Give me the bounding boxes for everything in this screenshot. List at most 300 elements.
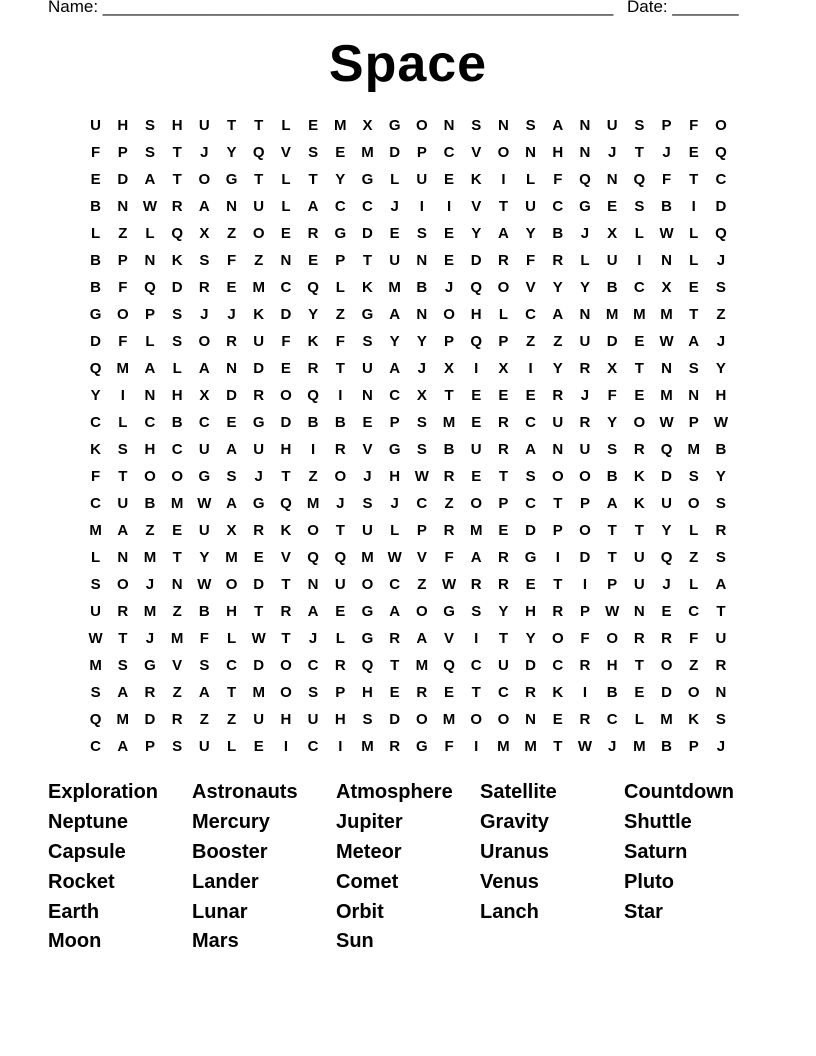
grid-letter: Z bbox=[145, 522, 155, 539]
grid-row bbox=[82, 436, 742, 463]
grid-letter: T bbox=[553, 576, 563, 593]
grid-letter: U bbox=[579, 333, 591, 350]
grid-letter: Q bbox=[443, 657, 455, 674]
word-list-item: Meteor bbox=[336, 840, 402, 863]
grid-letter: P bbox=[579, 495, 590, 512]
grid-letter: I bbox=[474, 630, 479, 647]
grid-letter: H bbox=[525, 603, 537, 620]
grid-letter: E bbox=[226, 414, 237, 431]
word-list-item: Star bbox=[624, 900, 663, 923]
grid-letter: G bbox=[198, 468, 211, 485]
grid-letter: V bbox=[444, 630, 455, 647]
grid-letter: G bbox=[443, 603, 455, 620]
grid-letter: R bbox=[715, 522, 727, 539]
word-list-row bbox=[48, 867, 768, 897]
grid-letter: F bbox=[607, 387, 617, 404]
word-list-item: Pluto bbox=[624, 870, 674, 893]
grid-letter: H bbox=[226, 603, 237, 620]
word-list-item: Atmosphere bbox=[336, 781, 453, 804]
grid-letter: I bbox=[338, 738, 343, 755]
grid-letter: O bbox=[470, 495, 483, 512]
grid-letter: E bbox=[634, 387, 645, 404]
grid-letter: D bbox=[525, 657, 537, 674]
grid-letter: L bbox=[526, 171, 536, 188]
grid-letter: X bbox=[607, 225, 618, 242]
grid-letter: S bbox=[634, 117, 645, 134]
grid-letter: O bbox=[551, 468, 564, 485]
grid-letter: N bbox=[117, 198, 129, 215]
grid-letter: E bbox=[280, 225, 291, 242]
grid-letter: A bbox=[525, 441, 537, 458]
grid-letter: C bbox=[198, 414, 210, 431]
grid-letter: S bbox=[715, 549, 726, 566]
grid-letter: S bbox=[117, 441, 128, 458]
grid-row bbox=[82, 490, 742, 517]
grid-letter: Q bbox=[307, 387, 319, 404]
grid-letter: E bbox=[661, 603, 672, 620]
grid-letter: G bbox=[361, 603, 374, 620]
grid-letter: L bbox=[281, 117, 291, 134]
grid-letter: D bbox=[253, 360, 265, 377]
grid-letter: Q bbox=[89, 711, 102, 728]
grid-letter: O bbox=[280, 657, 292, 674]
grid-letter: L bbox=[390, 171, 400, 188]
grid-row bbox=[82, 328, 742, 355]
grid-letter: D bbox=[253, 576, 265, 593]
grid-letter: A bbox=[226, 495, 237, 512]
grid-letter: T bbox=[281, 630, 291, 647]
grid-letter: C bbox=[688, 603, 700, 620]
grid-letter: D bbox=[389, 144, 401, 161]
grid-letter: C bbox=[389, 576, 401, 593]
grid-letter: F bbox=[526, 252, 536, 269]
grid-letter: D bbox=[117, 171, 129, 188]
grid-letter: G bbox=[225, 171, 238, 188]
grid-letter: J bbox=[580, 387, 590, 404]
word-list-item: Jupiter bbox=[336, 811, 403, 834]
grid-letter: R bbox=[552, 252, 564, 269]
grid-letter: F bbox=[444, 549, 454, 566]
word-list-row bbox=[48, 808, 768, 838]
grid-letter: X bbox=[416, 387, 427, 404]
grid-letter: C bbox=[525, 414, 537, 431]
grid-letter: D bbox=[144, 711, 156, 728]
grid-letter: S bbox=[416, 414, 427, 431]
word-list-item: Mercury bbox=[192, 811, 270, 834]
grid-letter: L bbox=[689, 576, 699, 593]
grid-letter: W bbox=[387, 549, 402, 566]
grid-letter: Y bbox=[661, 522, 672, 539]
grid-letter: N bbox=[362, 387, 373, 404]
grid-letter: M bbox=[306, 495, 320, 512]
grid-letter: D bbox=[525, 522, 537, 539]
grid-letter: H bbox=[470, 306, 482, 323]
grid-letter: C bbox=[171, 441, 183, 458]
grid-letter: L bbox=[145, 333, 155, 350]
grid-letter: D bbox=[280, 414, 292, 431]
grid-letter: M bbox=[361, 144, 374, 161]
grid-letter: J bbox=[607, 144, 617, 161]
grid-letter: R bbox=[198, 279, 210, 296]
grid-letter: M bbox=[633, 306, 646, 323]
grid-letter: A bbox=[117, 684, 129, 701]
grid-letter: T bbox=[553, 495, 563, 512]
grid-letter: T bbox=[498, 198, 508, 215]
word-list-item: Earth bbox=[48, 900, 100, 923]
grid-letter: S bbox=[362, 711, 373, 728]
grid-letter: G bbox=[89, 306, 102, 323]
word-list-item: Neptune bbox=[48, 811, 128, 834]
grid-letter: E bbox=[634, 333, 645, 350]
grid-letter: R bbox=[552, 387, 564, 404]
grid-letter: H bbox=[715, 387, 727, 404]
grid-letter: Q bbox=[470, 333, 483, 350]
grid-letter: U bbox=[198, 117, 210, 134]
grid-letter: B bbox=[198, 603, 210, 620]
grid-letter: E bbox=[498, 522, 509, 539]
grid-letter: N bbox=[633, 603, 645, 620]
grid-letter: E bbox=[389, 225, 400, 242]
grid-letter: T bbox=[362, 252, 373, 269]
grid-letter: J bbox=[716, 252, 726, 269]
grid-letter: M bbox=[252, 684, 265, 701]
word-list-row bbox=[48, 838, 768, 868]
grid-letter: A bbox=[117, 738, 129, 755]
grid-letter: U bbox=[198, 738, 210, 755]
grid-letter: J bbox=[662, 576, 671, 593]
grid-letter: B bbox=[334, 414, 346, 431]
grid-letter: R bbox=[144, 684, 156, 701]
grid-letter: R bbox=[443, 522, 455, 539]
grid-letter: I bbox=[501, 171, 506, 188]
grid-letter: Y bbox=[416, 333, 427, 350]
grid-letter: N bbox=[525, 711, 537, 728]
grid-letter: R bbox=[579, 414, 591, 431]
grid-letter: A bbox=[307, 198, 319, 215]
grid-letter: R bbox=[497, 414, 509, 431]
grid-letter: K bbox=[90, 441, 102, 458]
grid-letter: M bbox=[442, 414, 456, 431]
grid-letter: Y bbox=[525, 630, 536, 647]
grid-letter: C bbox=[525, 306, 537, 323]
grid-letter: J bbox=[308, 630, 318, 647]
grid-letter: Z bbox=[172, 603, 182, 620]
grid-row bbox=[82, 193, 742, 220]
grid-letter: W bbox=[414, 468, 429, 485]
grid-letter: M bbox=[334, 117, 347, 134]
grid-letter: C bbox=[525, 495, 537, 512]
grid-letter: O bbox=[361, 576, 374, 593]
grid-letter: R bbox=[253, 387, 265, 404]
grid-letter: S bbox=[688, 468, 699, 485]
grid-letter: A bbox=[198, 360, 210, 377]
grid-letter: S bbox=[525, 468, 536, 485]
grid-letter: O bbox=[416, 603, 428, 620]
grid-letter: R bbox=[307, 225, 319, 242]
grid-letter: L bbox=[145, 225, 155, 242]
grid-letter: E bbox=[444, 252, 455, 269]
grid-letter: J bbox=[363, 468, 372, 485]
grid-letter: X bbox=[444, 360, 455, 377]
grid-letter: M bbox=[116, 360, 130, 377]
grid-letter: M bbox=[524, 738, 537, 755]
grid-letter: S bbox=[90, 576, 101, 593]
grid-letter: Z bbox=[444, 495, 454, 512]
grid-letter: Y bbox=[715, 468, 726, 485]
grid-letter: F bbox=[118, 333, 128, 350]
grid-letter: E bbox=[226, 279, 237, 296]
grid-letter: F bbox=[91, 144, 101, 161]
grid-letter: I bbox=[474, 738, 479, 755]
grid-letter: S bbox=[607, 441, 618, 458]
grid-letter: R bbox=[633, 630, 645, 647]
grid-letter: L bbox=[281, 198, 291, 215]
grid-letter: K bbox=[633, 495, 645, 512]
grid-letter: W bbox=[659, 414, 674, 431]
grid-letter: R bbox=[226, 333, 237, 350]
grid-letter: H bbox=[171, 387, 183, 404]
grid-letter: H bbox=[144, 441, 156, 458]
grid-letter: R bbox=[497, 441, 509, 458]
grid-letter: E bbox=[253, 549, 264, 566]
grid-letter: P bbox=[416, 144, 427, 161]
grid-letter: C bbox=[633, 279, 645, 296]
grid-letter: E bbox=[471, 468, 482, 485]
grid-letter: H bbox=[280, 711, 292, 728]
grid-letter: D bbox=[661, 684, 672, 701]
word-list-row bbox=[48, 897, 768, 927]
grid-letter: E bbox=[280, 360, 291, 377]
word-list-item: Lunar bbox=[192, 900, 248, 923]
grid-letter: V bbox=[280, 549, 291, 566]
grid-letter: R bbox=[253, 522, 265, 539]
grid-row bbox=[82, 247, 742, 274]
grid-letter: L bbox=[281, 171, 291, 188]
grid-letter: G bbox=[144, 657, 156, 674]
grid-letter: X bbox=[199, 225, 210, 242]
name-field[interactable]: Name: ______________________________________________________ bbox=[48, 0, 614, 16]
grid-letter: O bbox=[252, 225, 265, 242]
grid-letter: N bbox=[416, 306, 428, 323]
grid-letter: T bbox=[226, 684, 237, 701]
grid-letter: D bbox=[90, 333, 102, 350]
grid-letter: Z bbox=[199, 711, 209, 728]
grid-letter: M bbox=[605, 306, 619, 323]
grid-letter: K bbox=[552, 684, 564, 701]
grid-letter: U bbox=[497, 657, 509, 674]
grid-letter: R bbox=[334, 657, 346, 674]
grid-letter: O bbox=[144, 468, 156, 485]
grid-letter: V bbox=[471, 144, 482, 161]
grid-letter: B bbox=[171, 414, 183, 431]
word-list bbox=[48, 778, 768, 957]
grid-letter: G bbox=[416, 738, 428, 755]
grid-letter: J bbox=[227, 306, 236, 323]
grid-letter: S bbox=[715, 711, 726, 728]
grid-letter: U bbox=[90, 117, 102, 134]
grid-letter: T bbox=[254, 603, 264, 620]
grid-letter: N bbox=[525, 144, 537, 161]
word-list-item: Astronauts bbox=[192, 781, 298, 804]
grid-letter: I bbox=[528, 360, 533, 377]
grid-letter: L bbox=[580, 252, 590, 269]
word-list-row bbox=[48, 778, 768, 808]
grid-letter: N bbox=[280, 252, 292, 269]
grid-letter: Q bbox=[307, 549, 319, 566]
grid-letter: V bbox=[525, 279, 536, 296]
grid-letter: Y bbox=[90, 387, 101, 404]
grid-letter: J bbox=[200, 306, 209, 323]
grid-letter: S bbox=[199, 657, 210, 674]
grid-letter: M bbox=[225, 549, 238, 566]
date-field[interactable]: Date: _______ bbox=[627, 0, 739, 16]
grid-letter: B bbox=[443, 441, 455, 458]
grid-letter: J bbox=[254, 468, 263, 485]
grid-letter: T bbox=[281, 576, 291, 593]
grid-letter: Z bbox=[226, 225, 237, 242]
grid-letter: U bbox=[715, 630, 727, 647]
grid-letter: M bbox=[497, 738, 510, 755]
grid-letter: J bbox=[716, 333, 726, 350]
grid-letter: P bbox=[498, 333, 509, 350]
grid-letter: P bbox=[579, 603, 590, 620]
grid-letter: L bbox=[172, 360, 182, 377]
grid-letter: Y bbox=[471, 225, 482, 242]
grid-letter: R bbox=[579, 657, 591, 674]
grid-letter: C bbox=[552, 198, 564, 215]
grid-letter: G bbox=[252, 414, 265, 431]
grid-letter: O bbox=[171, 468, 183, 485]
grid-letter: Q bbox=[89, 360, 102, 377]
grid-letter: T bbox=[335, 360, 345, 377]
word-list-item: Uranus bbox=[480, 840, 549, 863]
grid-letter: Z bbox=[118, 225, 128, 242]
grid-letter: G bbox=[361, 306, 374, 323]
grid-letter: N bbox=[715, 684, 727, 701]
grid-letter: U bbox=[334, 576, 346, 593]
grid-letter: O bbox=[687, 495, 700, 512]
grid-letter: S bbox=[715, 495, 726, 512]
grid-letter: A bbox=[144, 360, 156, 377]
grid-letter: Q bbox=[307, 279, 319, 296]
word-list-item: Moon bbox=[48, 930, 102, 953]
grid-letter: K bbox=[688, 711, 700, 728]
grid-letter: B bbox=[715, 441, 727, 458]
grid-letter: I bbox=[419, 198, 424, 215]
grid-letter: Y bbox=[199, 549, 210, 566]
grid-letter: C bbox=[144, 414, 156, 431]
word-list-item: Exploration bbox=[48, 781, 159, 804]
grid-letter: O bbox=[715, 117, 727, 134]
grid-letter: B bbox=[661, 198, 672, 215]
grid-letter: R bbox=[389, 738, 401, 755]
grid-letter: P bbox=[552, 522, 563, 539]
grid-letter: W bbox=[441, 576, 457, 593]
grid-letter: R bbox=[416, 684, 428, 701]
grid-letter: G bbox=[524, 549, 537, 566]
grid-letter: E bbox=[552, 711, 563, 728]
grid-letter: A bbox=[226, 441, 237, 458]
grid-letter: K bbox=[362, 279, 373, 296]
grid-letter: P bbox=[416, 522, 427, 539]
grid-letter: Q bbox=[252, 144, 265, 161]
grid-letter: P bbox=[144, 738, 155, 755]
grid-letter: T bbox=[689, 306, 699, 323]
grid-letter: B bbox=[661, 738, 672, 755]
grid-letter: C bbox=[715, 171, 727, 188]
grid-letter: Y bbox=[498, 603, 509, 620]
grid-letter: T bbox=[553, 738, 563, 755]
grid-letter: L bbox=[634, 225, 644, 242]
grid-row bbox=[82, 517, 742, 544]
grid-letter: T bbox=[689, 171, 699, 188]
grid-letter: O bbox=[116, 306, 129, 323]
grid-letter: E bbox=[688, 279, 699, 296]
grid-letter: S bbox=[308, 144, 319, 161]
grid-letter: K bbox=[633, 468, 645, 485]
grid-letter: M bbox=[361, 549, 374, 566]
grid-letter: O bbox=[225, 576, 238, 593]
grid-letter: Y bbox=[607, 414, 618, 431]
grid-letter: T bbox=[634, 657, 644, 674]
grid-letter: T bbox=[118, 630, 128, 647]
grid-letter: X bbox=[607, 360, 618, 377]
grid-letter: O bbox=[334, 468, 347, 485]
grid-row bbox=[82, 544, 742, 571]
grid-letter: N bbox=[579, 144, 591, 161]
grid-letter: Z bbox=[226, 711, 237, 728]
grid-letter: N bbox=[443, 117, 455, 134]
grid-letter: A bbox=[198, 684, 210, 701]
grid-letter: R bbox=[470, 576, 482, 593]
grid-letter: S bbox=[715, 279, 726, 296]
word-list-item: Venus bbox=[480, 870, 539, 893]
grid-letter: S bbox=[634, 198, 645, 215]
grid-letter: A bbox=[117, 522, 129, 539]
grid-letter: U bbox=[552, 414, 564, 431]
grid-letter: S bbox=[471, 603, 482, 620]
grid-letter: Q bbox=[660, 441, 673, 458]
grid-letter: U bbox=[470, 441, 482, 458]
grid-letter: O bbox=[579, 468, 591, 485]
grid-letter: M bbox=[143, 549, 157, 566]
grid-letter: C bbox=[90, 738, 102, 755]
grid-letter: L bbox=[335, 279, 345, 296]
grid-letter: K bbox=[280, 522, 292, 539]
grid-letter: J bbox=[390, 495, 399, 512]
grid-row bbox=[82, 598, 742, 625]
grid-letter: O bbox=[198, 333, 211, 350]
grid-letter: T bbox=[471, 684, 481, 701]
grid-letter: T bbox=[444, 387, 454, 404]
grid-letter: U bbox=[362, 522, 373, 539]
grid-letter: S bbox=[362, 333, 373, 350]
grid-letter: E bbox=[444, 684, 455, 701]
grid-letter: U bbox=[579, 441, 591, 458]
grid-letter: L bbox=[118, 414, 128, 431]
grid-letter: F bbox=[199, 630, 209, 647]
grid-letter: C bbox=[552, 657, 564, 674]
grid-letter: Y bbox=[552, 279, 563, 296]
grid-letter: K bbox=[470, 171, 482, 188]
grid-letter: Q bbox=[715, 225, 727, 242]
grid-letter: G bbox=[388, 441, 401, 458]
grid-letter: C bbox=[497, 684, 509, 701]
grid-letter: T bbox=[498, 468, 508, 485]
grid-letter: R bbox=[633, 441, 645, 458]
grid-letter: S bbox=[144, 144, 155, 161]
grid-letter: F bbox=[226, 252, 237, 269]
